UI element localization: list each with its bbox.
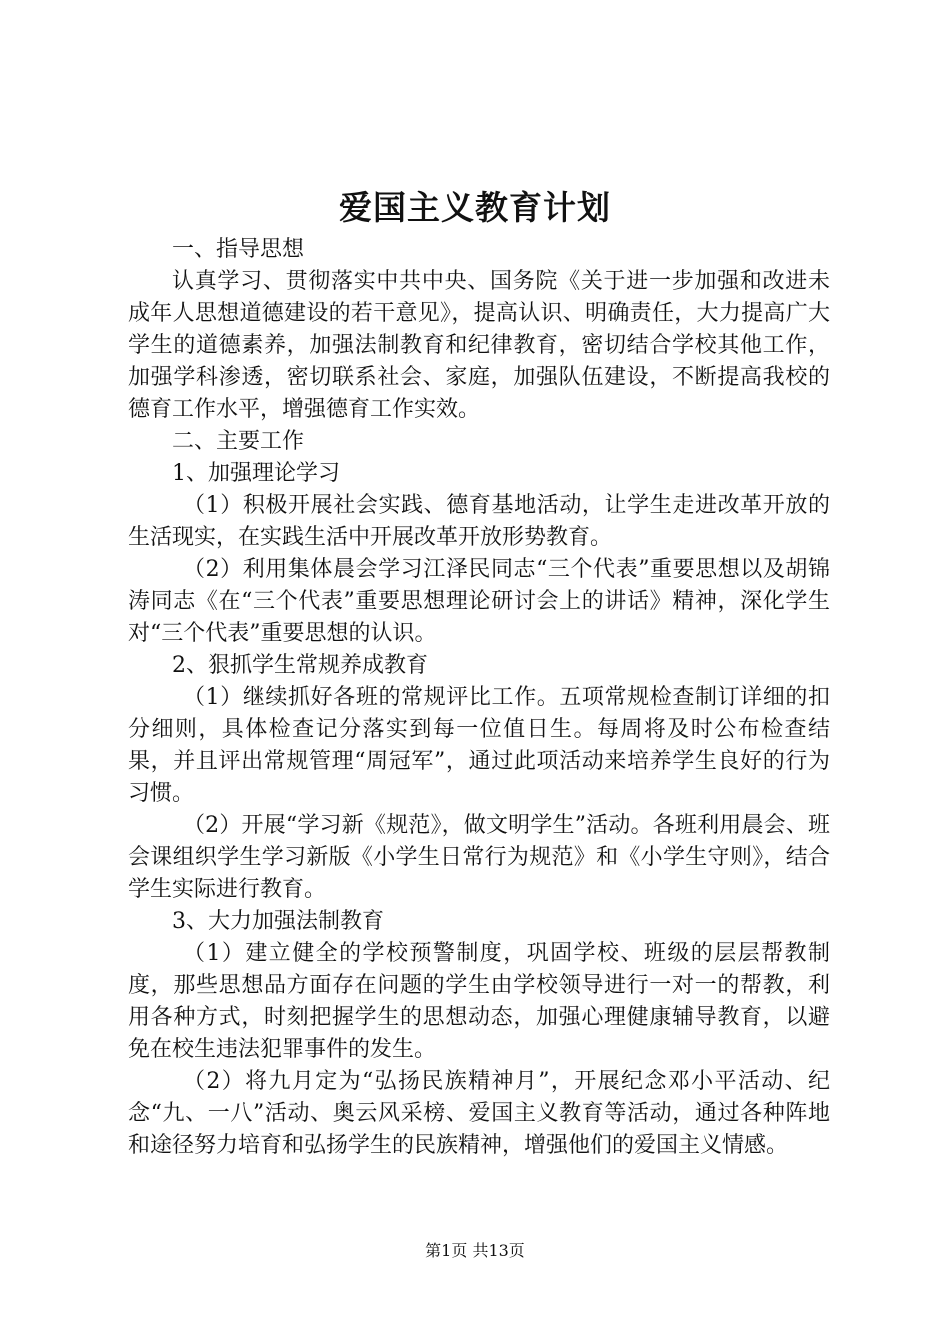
document-body [128,234,830,1162]
section-heading-main-work: 二、主要工作 [172,429,305,454]
paragraph-theory-study-2: （2）利用集体晨会学习江泽民同志“三个代表”重要思想以及胡锦涛同志《在“三个代表”重要思想理论研讨会上的讲话》精神，深化学生对“三个代表”重要思想的认识。 [128,557,830,646]
subheading-routine-education: 2、狠抓学生常规养成教育 [172,653,428,678]
page-number-label: 第1页 共13页 [425,1241,525,1260]
paragraph-legal-education-2: （2）将九月定为“弘扬民族精神月”，开展纪念邓小平活动、纪念“九、一八”活动、奥云风采榜、爱国主义教育等活动，通过各种阵地和途径努力培育和弘扬学生的民族精神，增强他们的爱国主义情感。 [128,1069,830,1158]
section-heading-guiding-ideology: 一、指导思想 [172,237,305,262]
paragraph-legal-education-1: （1）建立健全的学校预警制度，巩固学校、班级的层层帮教制度，那些思想品方面存在问题的学生由学校领导进行一对一的帮教，利用各种方式，时刻把握学生的思想动态，加强心理健康辅导教育，以避免在校生违法犯罪事件的发生。 [128,941,830,1062]
subheading-legal-education: 3、大力加强法制教育 [172,909,384,934]
document-title: 爱国主义教育计划 [339,188,611,227]
paragraph-guiding-ideology: 认真学习、贯彻落实中共中央、国务院《关于进一步加强和改进未成年人思想道德建设的若干意见》，提高认识、明确责任，大力提高广大学生的道德素养，加强法制教育和纪律教育，密切结合学校其他工作，加强学科渗透，密切联系社会、家庭，加强队伍建设，不断提高我校的德育工作水平，增强德育工作实效。 [128,269,830,422]
paragraph-routine-education-1: （1）继续抓好各班的常规评比工作。五项常规检查制订详细的扣分细则，具体检查记分落实到每一位值日生。每周将及时公布检查结果，并且评出常规管理“周冠军”，通过此项活动来培养学生良好的行为习惯。 [128,685,830,806]
paragraph-theory-study-1: （1）积极开展社会实践、德育基地活动，让学生走进改革开放的生活现实，在实践生活中开展改革开放形势教育。 [128,493,830,550]
subheading-theory-study: 1、加强理论学习 [172,461,340,486]
paragraph-routine-education-2: （2）开展“学习新《规范》，做文明学生”活动。各班利用晨会、班会课组织学生学习新版《小学生日常行为规范》和《小学生守则》，结合学生实际进行教育。 [128,813,830,902]
page-footer [0,1240,950,1262]
